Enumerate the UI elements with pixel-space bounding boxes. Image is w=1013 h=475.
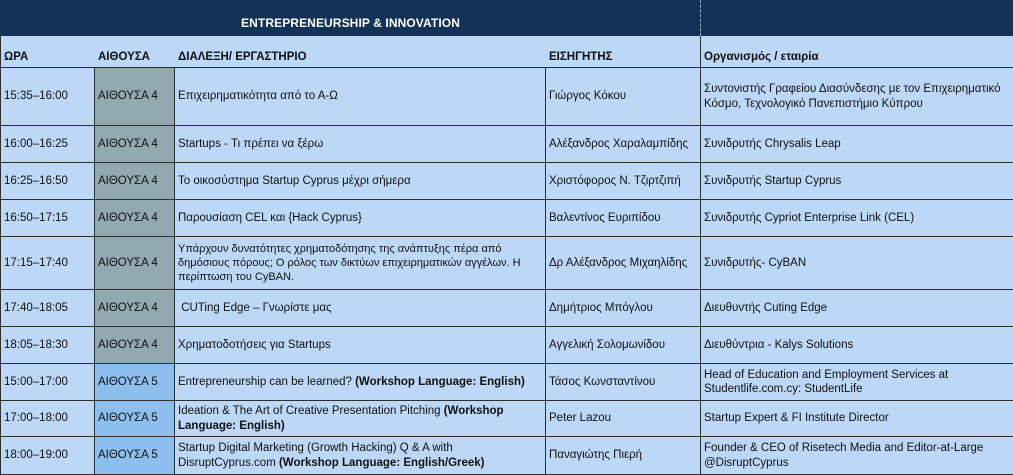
cell-session[interactable]: Χρηματοδοτήσεις για Startups xyxy=(175,327,546,364)
table-row xyxy=(0,290,1013,327)
cell-org[interactable]: Founder & CEO of Risetech Media and Editor-at-Large @DisruptCyprus xyxy=(701,437,1013,475)
cell-room[interactable]: ΑΙΘΟΥΣΑ 5 xyxy=(95,401,175,437)
table-row xyxy=(0,200,1013,237)
cell-org[interactable]: Διευθύντρια - Kalys Solutions xyxy=(701,327,1013,364)
cell-speaker[interactable]: Βαλεντίνος Ευριπίδου xyxy=(546,200,701,237)
cell-session[interactable]: Υπάρχουν δυνατότητες χρηματοδότησης της ανάπτυξης πέρα από δημόσιους πόρους; Ο ρόλος των δικτύων επιχειρηματικών αγγέλων. Η περίπτωση του CyBAN. xyxy=(175,237,546,290)
cell-speaker[interactable]: Γιώργος Κόκου xyxy=(546,68,701,126)
cell-session[interactable]: Το οικοσύστημα Startup Cyprus μέχρι σήμερα xyxy=(175,163,546,200)
cell-room[interactable]: ΑΙΘΟΥΣΑ 5 xyxy=(95,437,175,475)
session-text: Entrepreneurship can be learned? xyxy=(178,375,356,388)
table-row xyxy=(0,401,1013,437)
session-language: (Workshop Language: English) xyxy=(355,375,525,388)
table-row xyxy=(0,237,1013,290)
cell-time[interactable]: 17:00–18:00 xyxy=(0,401,95,437)
cell-time[interactable]: 15:00–17:00 xyxy=(0,364,95,401)
cell-org[interactable]: Συνιδρυτής Startup Cyprus xyxy=(701,163,1013,200)
cell-session[interactable]: Επιχειρηματικότητα από το Α-Ω xyxy=(175,68,546,126)
table-row xyxy=(0,163,1013,200)
table-row xyxy=(0,327,1013,364)
title-divider xyxy=(700,0,701,36)
cell-session[interactable]: Παρουσίαση CEL και {Hack Cyprus} xyxy=(175,200,546,237)
column-header-row xyxy=(0,36,1013,68)
cell-time[interactable]: 18:00–19:00 xyxy=(0,437,95,475)
cell-time[interactable]: 17:15–17:40 xyxy=(0,237,95,290)
cell-speaker[interactable]: Αγγελική Σολομωνίδου xyxy=(546,327,701,364)
cell-speaker[interactable]: Δρ Αλέξανδρος Μιχαηλίδης xyxy=(546,237,701,290)
cell-session[interactable] xyxy=(175,364,546,401)
cell-time[interactable]: 16:25–16:50 xyxy=(0,163,95,200)
table-row xyxy=(0,126,1013,163)
cell-speaker[interactable]: Χριστόφορος Ν. Τζιρτζιπή xyxy=(546,163,701,200)
cell-org[interactable]: Startup Expert & FI Institute Director xyxy=(701,401,1013,437)
cell-session[interactable]: CUTing Edge – Γνωρίστε μας xyxy=(175,290,546,327)
cell-room[interactable]: ΑΙΘΟΥΣΑ 4 xyxy=(95,126,175,163)
cell-room[interactable]: ΑΙΘΟΥΣΑ 4 xyxy=(95,327,175,364)
table-row xyxy=(0,364,1013,401)
sheet-title xyxy=(0,0,701,36)
cell-room[interactable]: ΑΙΘΟΥΣΑ 4 xyxy=(95,163,175,200)
col-header-room[interactable]: ΑΙΘΟΥΣΑ xyxy=(95,36,175,68)
table-row xyxy=(0,68,1013,126)
cell-org[interactable]: Συνιδρυτής- CyBAN xyxy=(701,237,1013,290)
cell-room[interactable]: ΑΙΘΟΥΣΑ 4 xyxy=(95,237,175,290)
cell-org[interactable]: Συντονιστής Γραφείου Διασύνδεσης με τον Επιχειρηματικό Κόσμο, Τεχνολογικό Πανεπιστήμιο Κύπρου xyxy=(701,68,1013,126)
cell-session[interactable]: Startups - Τι πρέπει να ξέρω xyxy=(175,126,546,163)
cell-session[interactable] xyxy=(175,401,546,437)
cell-room[interactable]: ΑΙΘΟΥΣΑ 5 xyxy=(95,364,175,401)
cell-time[interactable]: 15:35–16:00 xyxy=(0,68,95,126)
session-text: Startup Digital Marketing (Growth Hacking) Q & A with DisruptCyprus.com xyxy=(178,442,453,469)
session-language: (Workshop Language: English) xyxy=(178,405,504,432)
session-text: Ideation & The Art of Creative Presentation Pitching xyxy=(178,405,444,417)
cell-org[interactable]: Head of Education and Employment Services at Studentlife.com.cy: StudentLife xyxy=(701,364,1013,401)
cell-time[interactable]: 16:50–17:15 xyxy=(0,200,95,237)
cell-speaker[interactable]: Peter Lazou xyxy=(546,401,701,437)
cell-room[interactable]: ΑΙΘΟΥΣΑ 4 xyxy=(95,200,175,237)
col-header-time[interactable]: ΩΡΑ xyxy=(0,36,95,68)
cell-room[interactable]: ΑΙΘΟΥΣΑ 4 xyxy=(95,290,175,327)
col-header-session[interactable]: ΔΙΑΛΕΞΗ/ ΕΡΓΑΣΤΗΡΙΟ xyxy=(175,36,546,68)
cell-org[interactable]: Διευθυντής Cuting Edge xyxy=(701,290,1013,327)
cell-time[interactable]: 16:00–16:25 xyxy=(0,126,95,163)
cell-speaker[interactable]: Δημήτριος Μπόγλου xyxy=(546,290,701,327)
col-header-speaker[interactable]: ΕΙΣΗΓΗΤΗΣ xyxy=(546,36,701,68)
cell-speaker[interactable]: Αλέξανδρος Χαραλαμπίδης xyxy=(546,126,701,163)
session-language: (Workshop Language: English/Greek) xyxy=(278,456,485,469)
cell-time[interactable]: 17:40–18:05 xyxy=(0,290,95,327)
cell-room[interactable]: ΑΙΘΟΥΣΑ 4 xyxy=(95,68,175,126)
sheet-title-text: ENTREPRENEURSHIP & INNOVATION xyxy=(241,16,460,30)
cell-org[interactable]: Συνιδρυτής Cypriot Enterprise Link (CEL) xyxy=(701,200,1013,237)
cell-session[interactable] xyxy=(175,437,546,475)
cell-time[interactable]: 18:05–18:30 xyxy=(0,327,95,364)
table-row xyxy=(0,437,1013,475)
cell-org[interactable]: Συνιδρυτής Chrysalis Leap xyxy=(701,126,1013,163)
cell-speaker[interactable]: Παναγιώτης Πιερή xyxy=(546,437,701,475)
col-header-org[interactable]: Οργανισμός / εταιρία xyxy=(701,36,1013,68)
cell-speaker[interactable]: Τάσος Κωνσταντίνου xyxy=(546,364,701,401)
